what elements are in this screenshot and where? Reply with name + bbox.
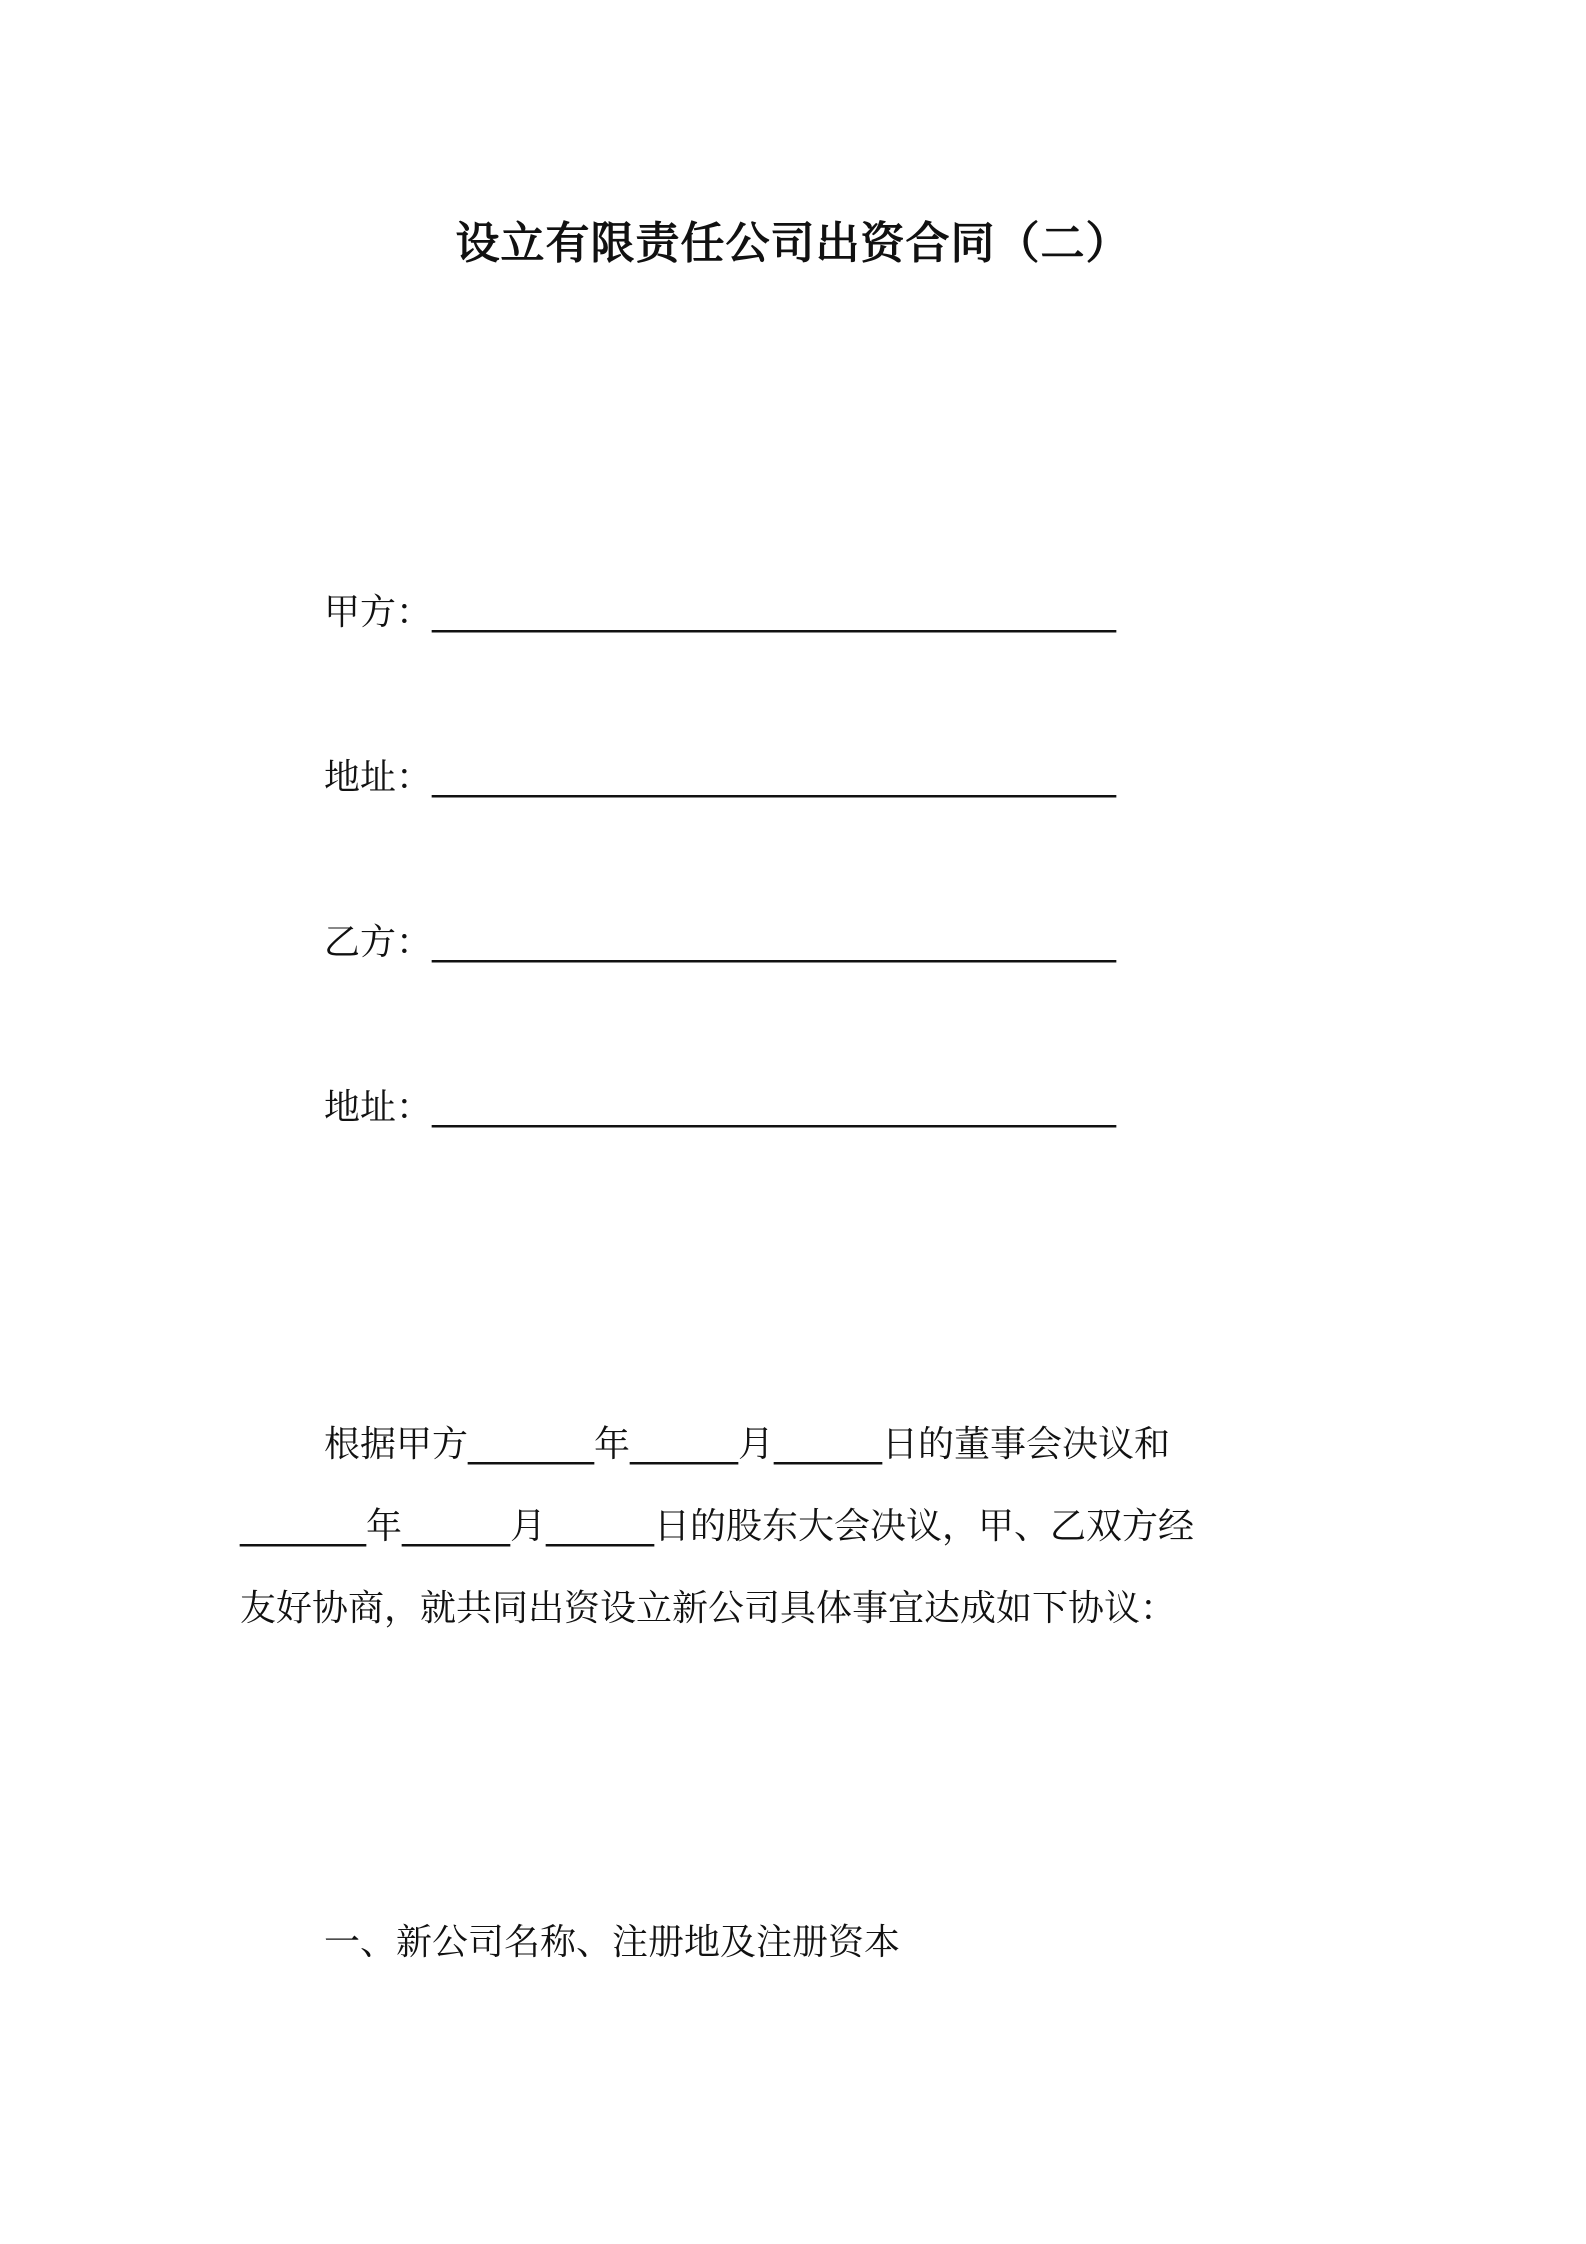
document-title: 设立有限责任公司出资合同（二） xyxy=(455,218,1131,269)
party-b-line xyxy=(324,918,1116,968)
party-a-label: 甲方： xyxy=(324,592,433,633)
party-a-address-blank: ______________________________________ xyxy=(432,757,1117,798)
section-1-heading: 一、新公司名称、注册地及注册资本 xyxy=(324,1922,901,1963)
party-b-blank: ______________________________________ xyxy=(432,922,1117,963)
party-a-address-line xyxy=(324,753,1116,803)
party-a-blank: ______________________________________ xyxy=(432,592,1117,633)
preamble-paragraph xyxy=(240,1404,1360,1650)
preamble-line-2: _______年______月______日的股东大会决议，甲、乙双方经 xyxy=(240,1506,1195,1547)
party-b-address-blank: ______________________________________ xyxy=(432,1087,1117,1128)
party-b-address-label: 地址： xyxy=(324,1087,433,1128)
preamble-line-1: 根据甲方_______年______月______日的董事会决议和 xyxy=(324,1424,1171,1465)
party-b-label: 乙方： xyxy=(324,922,433,963)
party-b-address-line xyxy=(324,1083,1116,1133)
preamble-line-3: 友好协商，就共同出资设立新公司具体事宜达成如下协议： xyxy=(240,1588,1177,1629)
party-a-address-label: 地址： xyxy=(324,757,433,798)
party-a-line xyxy=(324,588,1116,638)
